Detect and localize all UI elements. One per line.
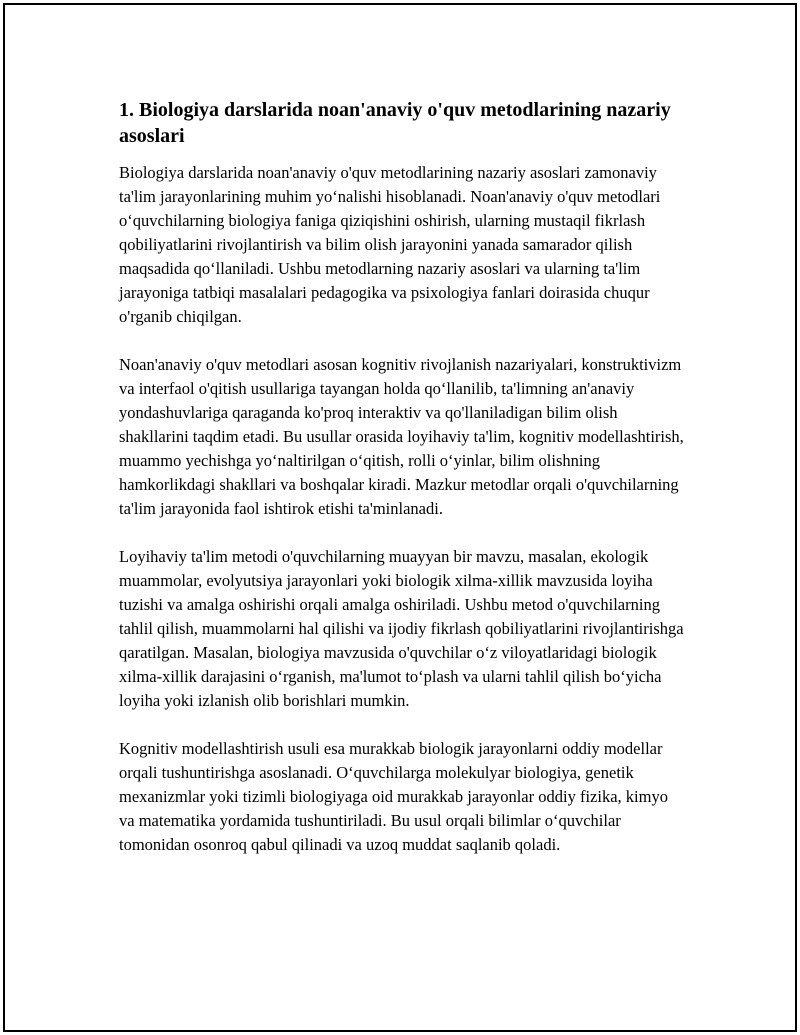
paragraph-2: Noan'anaviy o'quv metodlari asosan kognitiv rivojlanish nazariyalari, konstruktivizm va interfaol o'qitish usullariga tayangan holda qo‘llanilib, ta'limning an'anaviy yondashuvlariga qaraganda ko'proq interaktiv va qo'llaniladigan bilim olish shakllarini taqdim etadi. Bu usullar orasida loyihaviy ta'lim, kognitiv modellashtirish, muammo yechishga yo‘naltirilgan o‘qitish, rolli o‘yinlar, bilim olishning hamkorlikdagi shakllari va boshqalar kiradi. Mazkur metodlar orqali o'quvchilarning ta'lim jarayonida faol ishtirok etishi ta'minlanadi. bbox=[119, 355, 684, 518]
paragraph-3: Loyihaviy ta'lim metodi o'quvchilarning muayyan bir mavzu, masalan, ekologik muammolar, evolyutsiya jarayonlari yoki biologik xilma-xillik mavzusida loyiha tuzishi va amalga oshirishi orqali amalga oshiriladi. Ushbu metod o'quvchilarning tahlil qilish, muammolarni hal qilishi va ijodiy fikrlash qobiliyatlarini rivojlantirishga qaratilgan. Masalan, biologiya mavzusida o'quvchilar o‘z viloyatlaridagi biologik xilma-xillik darajasini o‘rganish, ma'lumot to‘plash va ularni tahlil qilish bo‘yicha loyiha yoki izlanish olib borishlari mumkin. bbox=[119, 547, 684, 710]
paragraph-4: Kognitiv modellashtirish usuli esa murakkab biologik jarayonlarni oddiy modellar orqali tushuntirishga asoslanadi. O‘quvchilarga molekulyar biologiya, genetik mexanizmlar yoki tizimli biologiyaga oid murakkab jarayonlar oddiy fizika, kimyo va matematika yordamida tushuntiriladi. Bu usul orqali bilimlar o‘quvchilar tomonidan osonroq qabul qilinadi va uzoq muddat saqlanib qoladi. bbox=[119, 739, 668, 854]
section-heading: 1. Biologiya darslarida noan'anaviy o'quv metodlarining nazariy asoslari bbox=[119, 99, 671, 147]
document-body bbox=[119, 97, 685, 881]
page-frame bbox=[3, 3, 797, 1032]
paragraph-1: Biologiya darslarida noan'anaviy o'quv metodlarining nazariy asoslari zamonaviy ta'lim jarayonlarining muhim yo‘nalishi hisoblanadi. Noan'anaviy o'quv metodlari o‘quvchilarning biologiya faniga qiziqishini oshirish, ularning mustaqil fikrlash qobiliyatlarini rivojlantirish va bilim olish jarayonini yanada samarador qilish maqsadida qo‘llaniladi. Ushbu metodlarning nazariy asoslari va ularning ta'lim jarayoniga tatbiqi masalalari pedagogika va psixologiya fanlari doirasida chuqur o'rganib chiqilgan. bbox=[119, 163, 661, 326]
